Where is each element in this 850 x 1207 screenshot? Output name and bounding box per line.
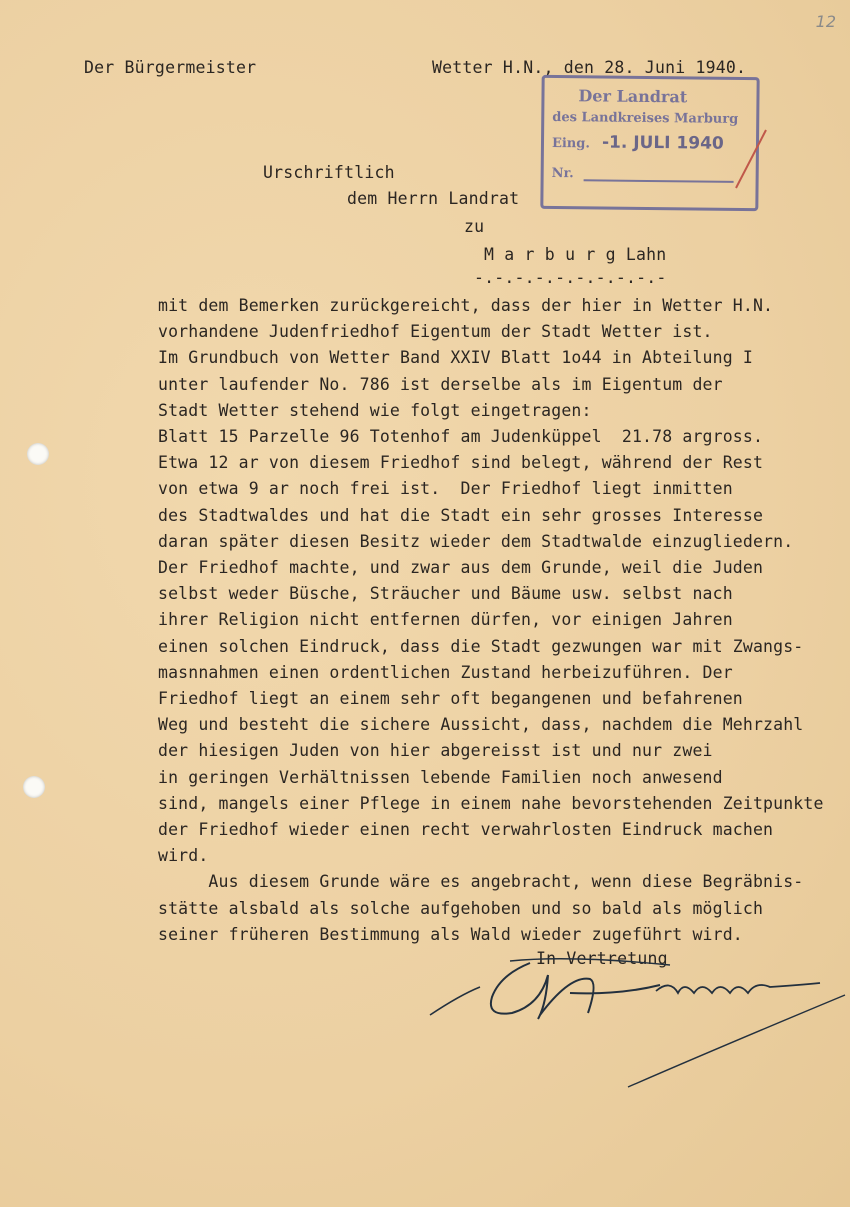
body-line: selbst weder Büsche, Sträucher und Bäume usw. selbst nach	[158, 584, 733, 604]
body-line: ihrer Religion nicht entfernen dürfen, vor einigen Jahren	[158, 610, 733, 630]
body-line: stätte alsbald als solche aufgehoben und so bald als möglich	[158, 898, 764, 918]
signature	[420, 935, 850, 1095]
body-line: von etwa 9 ar noch frei ist. Der Friedhof liegt inmitten	[158, 479, 733, 499]
stamp-number-line	[584, 179, 734, 183]
body-line: daran später diesen Besitz wieder dem Stadtwalde einzugliedern.	[158, 531, 794, 551]
body-line: vorhandene Judenfriedhof Eigentum der Stadt Wetter ist.	[158, 322, 713, 342]
address-line-2: dem Herrn Landrat	[347, 189, 520, 208]
received-stamp	[540, 75, 759, 211]
body-line: der hiesigen Juden von hier abgereisst ist und nur zwei	[158, 741, 713, 761]
pen-slash-mark	[730, 128, 770, 192]
body-line: Friedhof liegt an einem sehr oft begangenen und befahrenen	[158, 689, 743, 708]
body-line: Etwa 12 ar von diesem Friedhof sind belegt, während der Rest	[158, 453, 764, 473]
body-line: seiner früheren Bestimmung als Wald wieder zugeführt wird.	[158, 924, 743, 944]
body-line: Im Grundbuch von Wetter Band XXIV Blatt 1o44 in Abteilung I	[158, 348, 753, 368]
body-line: Der Friedhof machte, und zwar aus dem Grunde, weil die Juden	[158, 558, 764, 577]
body-line: des Stadtwaldes und hat die Stadt ein sehr grosses Interesse	[158, 505, 764, 525]
body-line: wird.	[158, 846, 209, 866]
body-line: Stadt Wetter stehend wie folgt eingetragen:	[158, 400, 592, 420]
stamp-line-2: des Landkreises Marburg	[552, 109, 739, 127]
body-line: masnnahmen einen ordentlichen Zustand herbeizuführen. Der	[158, 662, 733, 682]
body-line: einen solchen Eindruck, dass die Stadt gezwungen war mit Zwangs-	[158, 636, 804, 656]
archive-number: 12	[815, 12, 836, 31]
address-line-1: Urschriftlich	[263, 163, 395, 182]
stamp-received-label: Eing.	[551, 135, 590, 152]
address-line-4: M a r b u r g Lahn	[484, 245, 667, 264]
stamp-number-label: Nr.	[551, 165, 574, 182]
body-line: sind, mangels einer Pflege in einem nahe bevorstehenden Zeitpunkte	[158, 793, 824, 813]
punch-hole-upper	[27, 443, 49, 465]
stamp-line-1: Der Landrat	[578, 86, 688, 107]
body-line: Weg und besteht die sichere Aussicht, dass, nachdem die Mehrzahl	[158, 715, 804, 735]
punch-hole-lower	[23, 776, 45, 798]
stamp-date: -1. JULI 1940	[601, 132, 724, 154]
body-line: Aus diesem Grunde wäre es angebracht, wenn diese Begräbnis-	[158, 872, 804, 892]
place-date: Wetter H.N., den 28. Juni 1940.	[432, 58, 747, 77]
in-vertretung: In Vertretung	[536, 949, 668, 968]
body-line: Blatt 15 Parzelle 96 Totenhof am Judenküppel 21.78 argross.	[158, 427, 764, 446]
body-line: der Friedhof wieder einen recht verwahrlosten Eindruck machen	[158, 820, 774, 839]
sender: Der Bürgermeister	[84, 58, 257, 77]
body-line: unter laufender No. 786 ist derselbe als im Eigentum der	[158, 374, 723, 394]
address-separator: -.-.-.-.-.-.-.-.-.-	[474, 268, 667, 287]
body-line: mit dem Bemerken zurückgereicht, dass der hier in Wetter H.N.	[158, 296, 774, 315]
address-line-3: zu	[464, 217, 485, 236]
body-line: in geringen Verhältnissen lebende Familien noch anwesend	[158, 767, 723, 787]
